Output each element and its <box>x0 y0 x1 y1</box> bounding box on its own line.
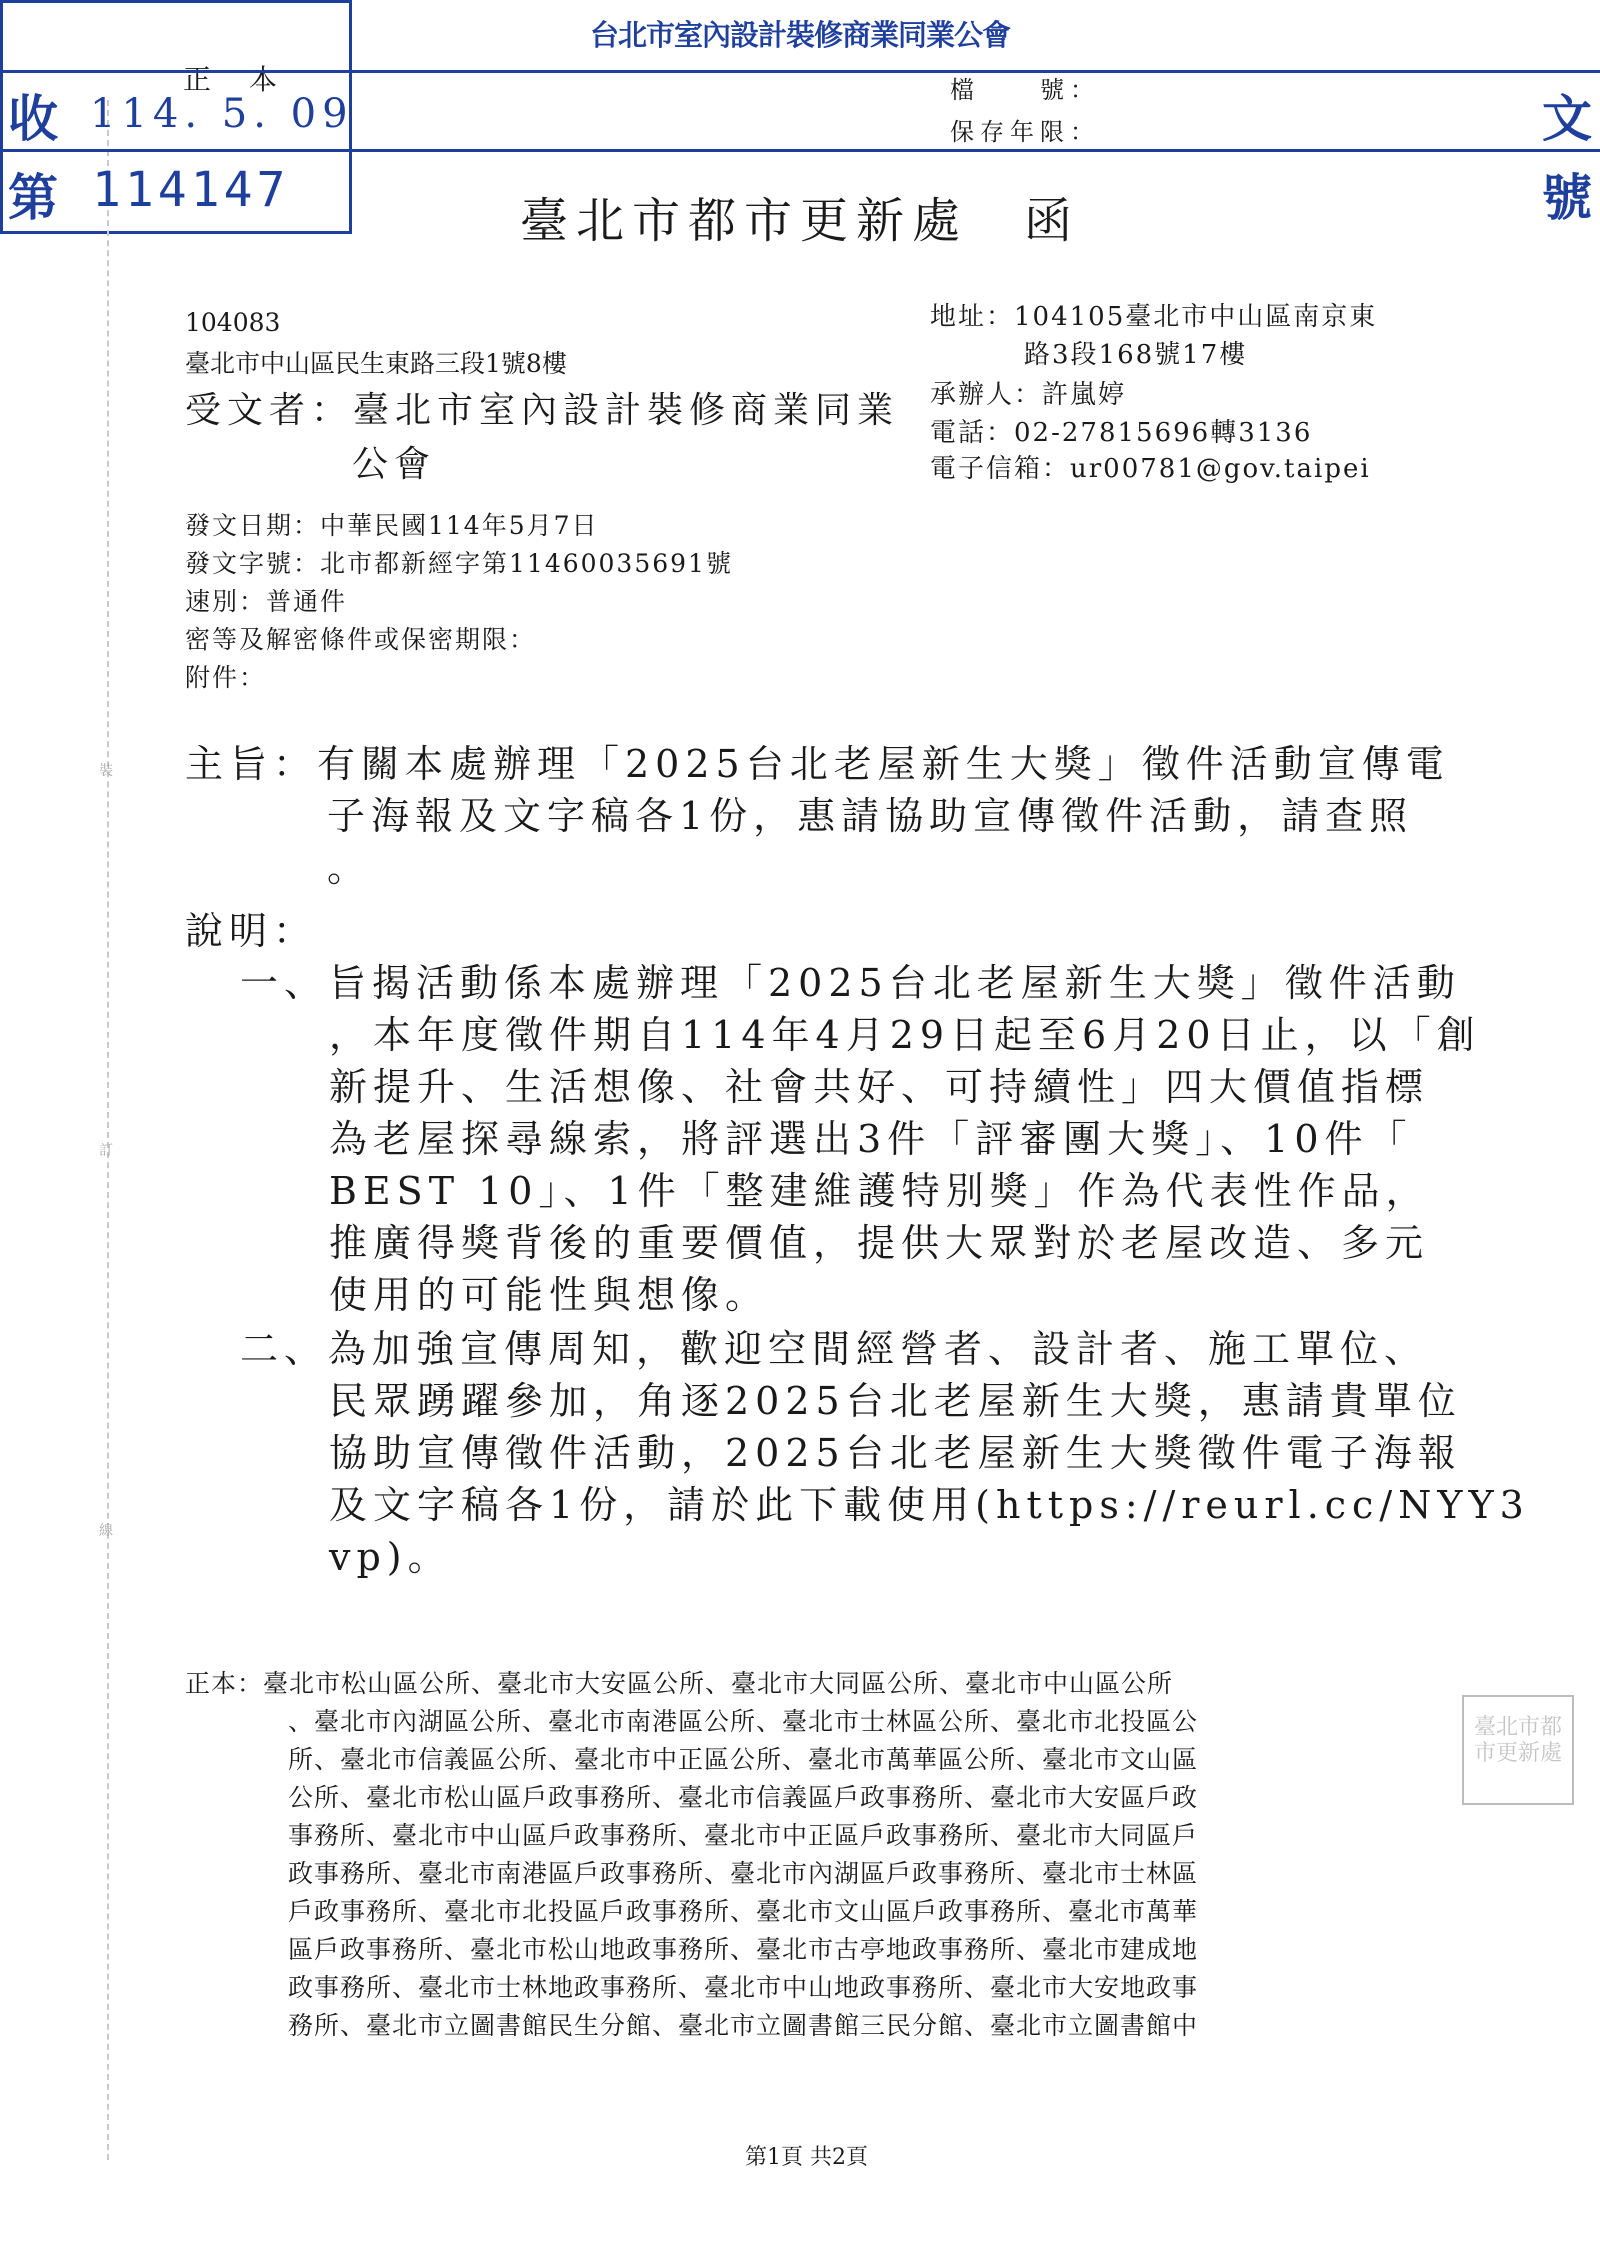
file-number-label: 檔 號： <box>950 76 1100 104</box>
recipient-name: 臺北市室內設計裝修商業同業 <box>353 390 900 431</box>
binding-mark-xian: 線 <box>99 1523 113 1539</box>
copies-list-line: 所、臺北市信義區公所、臺北市中正區公所、臺北市萬華區公所、臺北市文山區 <box>288 1745 1199 1774</box>
binding-line <box>107 100 109 2160</box>
document-title: 臺北市都市更新處 函 <box>520 193 1081 249</box>
issue-number: 發文字號：北市都新經字第11460035691號 <box>185 549 733 578</box>
explanation-item-2-line: vp)。 <box>329 1535 452 1579</box>
subject-line: 。 <box>327 846 372 890</box>
recipient-label: 受文者： <box>185 390 354 431</box>
subject-line: 子海報及文字稿各1份，惠請協助宣傳徵件活動，請查照 <box>327 794 1414 838</box>
copies-list-line: 政事務所、臺北市南港區戶政事務所、臺北市內湖區戶政事務所、臺北市士林區 <box>288 1859 1199 1888</box>
sender-address: 地址：104105臺北市中山區南京東 <box>930 302 1378 332</box>
explanation-item-1-line: 使用的可能性與想像。 <box>329 1273 770 1317</box>
binding-mark-zhuang: 裝 <box>99 763 113 779</box>
stamp-no-prefix: 第 <box>8 168 58 227</box>
copy-type-label: 正本 <box>183 63 316 96</box>
explanation-item-1-line: BEST 10」、1件「整建維護特別獎」作為代表性作品， <box>329 1169 1430 1213</box>
explanation-item-2-line: 及文字稿各1份，請於此下載使用(https://reurl.cc/NYY3 <box>329 1483 1530 1527</box>
copies-list-line: 事務所、臺北市中山區戶政事務所、臺北市中正區戶政事務所、臺北市大同區戶 <box>288 1821 1199 1850</box>
copies-list-line: 公所、臺北市松山區戶政事務所、臺北市信義區戶政事務所、臺北市大安區戶政 <box>288 1783 1199 1812</box>
delivery-speed: 速別：普通件 <box>185 587 348 616</box>
official-seal: 臺北市都市更新處 <box>1462 1695 1574 1805</box>
sender-address-continued: 路3段168號17樓 <box>1024 340 1248 370</box>
explanation-item-2-line: 民眾踴躍參加，角逐2025台北老屋新生大獎，惠請貴單位 <box>329 1379 1462 1423</box>
stamp-received-row <box>0 73 1600 152</box>
recipient-name-continued: 公會 <box>352 444 437 485</box>
stamp-number-row <box>0 152 1600 228</box>
stamp-no-suffix: 號 <box>1542 168 1592 227</box>
security-level: 密等及解密條件或保密期限： <box>185 625 537 654</box>
copies-list-line: 政事務所、臺北市士林地政事務所、臺北市中山地政事務所、臺北市大安地政事 <box>288 1973 1199 2002</box>
stamp-received-date: 114. 5. 09 <box>90 91 354 137</box>
stamp-received-char: 收 <box>8 89 58 148</box>
explanation-item-1-line: 一、旨揭活動係本處辦理「2025台北老屋新生大獎」徵件活動 <box>240 961 1461 1005</box>
stamp-wen-char: 文 <box>1542 89 1592 148</box>
explanation-item-1-line: 推廣得獎背後的重要價值，提供大眾對於老屋改造、多元 <box>329 1221 1430 1265</box>
copies-list-line: 、臺北市內湖區公所、臺北市南港區公所、臺北市士林區公所、臺北市北投區公 <box>288 1707 1199 1736</box>
retention-period-label: 保存年限： <box>950 118 1100 146</box>
copies-list-line: 正本：臺北市松山區公所、臺北市大安區公所、臺北市大同區公所、臺北市中山區公所 <box>185 1669 1174 1698</box>
issue-date: 發文日期：中華民國114年5月7日 <box>185 511 599 540</box>
email: 電子信箱：ur00781@gov.taipei <box>930 454 1371 484</box>
copies-list-line: 務所、臺北市立圖書館民生分館、臺北市立圖書館三民分館、臺北市立圖書館中 <box>288 2011 1199 2040</box>
stamp-number-value: 114147 <box>92 162 290 218</box>
handler: 承辦人：許嵐婷 <box>930 380 1127 410</box>
binding-mark-ding: 訂 <box>99 1143 113 1159</box>
explanation-item-2-line: 二、為加強宣傳周知，歡迎空間經營者、設計者、施工單位、 <box>240 1327 1429 1371</box>
subject-line: 主旨：有關本處辦理「2025台北老屋新生大獎」徵件活動宣傳電 <box>185 742 1450 786</box>
copies-list-line: 戶政事務所、臺北市北投區戶政事務所、臺北市文山區戶政事務所、臺北市萬華 <box>288 1897 1199 1926</box>
explanation-item-1-line: 新提升、生活想像、社會共好、可持續性」四大價值指標 <box>329 1065 1430 1109</box>
recipient-line <box>185 382 899 433</box>
explanation-item-1-line: 為老屋探尋線索，將評選出3件「評審團大獎」、10件「 <box>329 1117 1413 1161</box>
page-number: 第1頁 共2頁 <box>745 2145 868 2170</box>
recipient-postal-code: 104083 <box>185 308 281 337</box>
recipient-street: 臺北市中山區民生東路三段1號8樓 <box>185 349 567 378</box>
explanation-item-1-line: ，本年度徵件期自114年4月29日起至6月20日止，以「創 <box>329 1013 1481 1057</box>
copies-list-line: 區戶政事務所、臺北市松山地政事務所、臺北市古亭地政事務所、臺北市建成地 <box>288 1935 1199 1964</box>
stamp-org: 台北市室內設計裝修商業同業公會 <box>0 0 1600 73</box>
attachment: 附件： <box>185 663 267 692</box>
explanation-item-2-line: 協助宣傳徵件活動，2025台北老屋新生大獎徵件電子海報 <box>329 1431 1462 1475</box>
phone: 電話：02-27815696轉3136 <box>930 418 1313 448</box>
explanation-label: 說明： <box>185 909 318 953</box>
